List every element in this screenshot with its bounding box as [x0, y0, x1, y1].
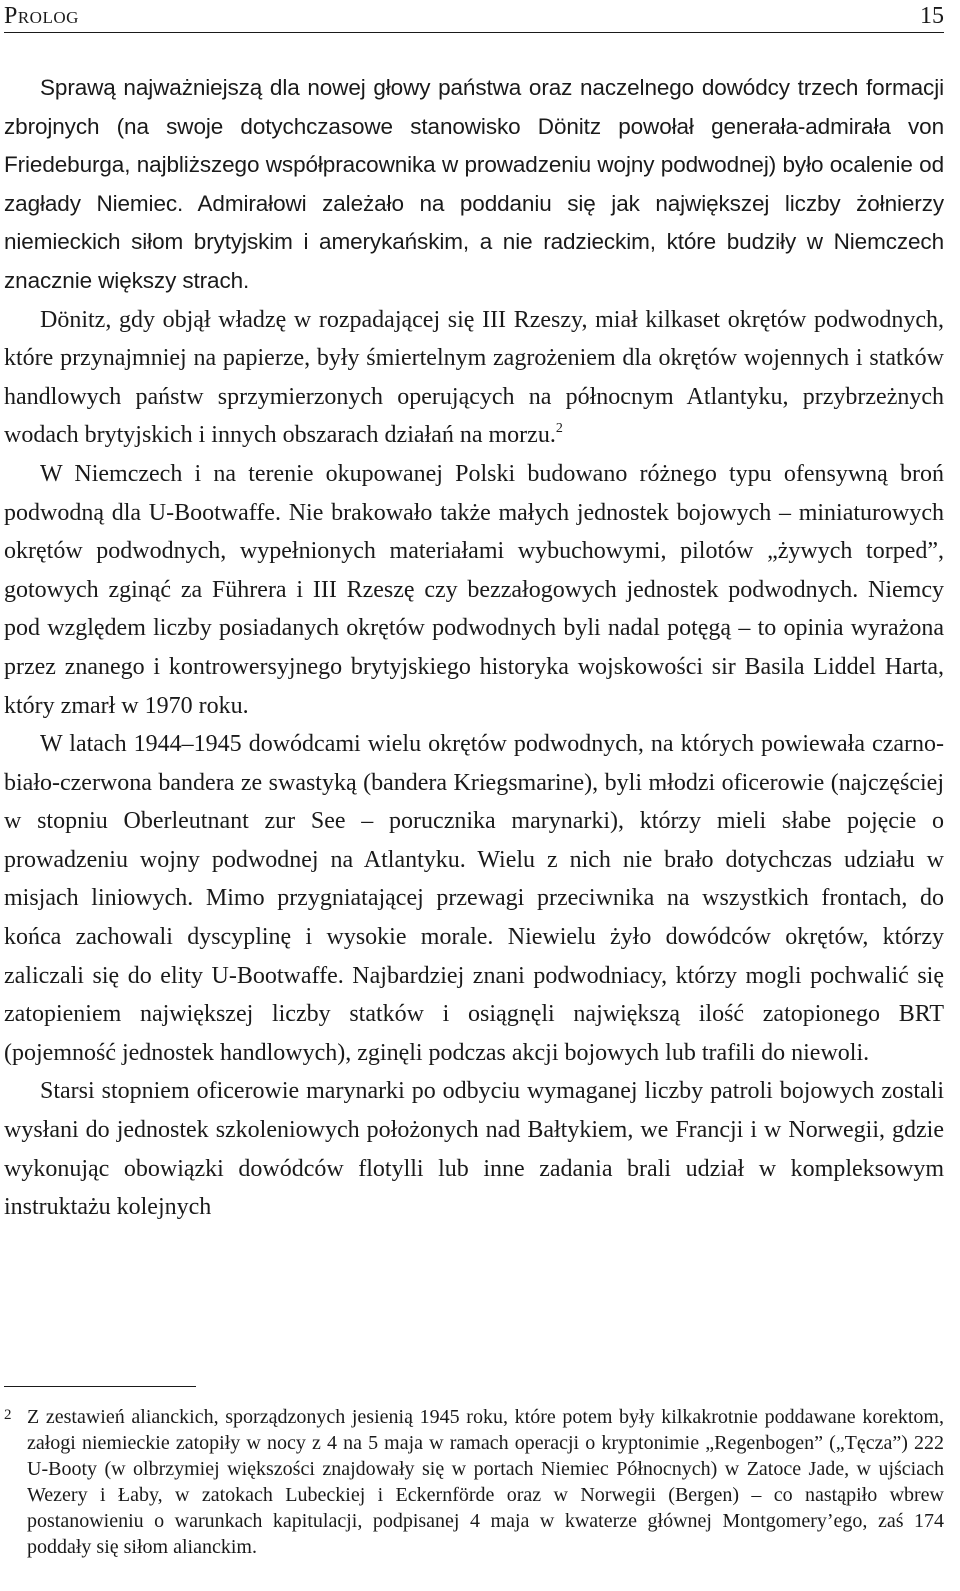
- running-head: [4, 2, 944, 33]
- footnote-text: Z zestawień alianckich, sporządzonych jesienią 1945 roku, które potem były kilkakrotnie poddawane korektom, załogi niemieckie zatopiły w nocy z 4 na 5 maja w ramach operacji o kryptonimie „Regenbogen” („Tęcza”) 222 U-Booty (w olbrzymiej większości znajdowały się w portach Niemiec Północnych) w Zatoce Jade, w ujściach Wezery i Łaby, w zatokach Lubeckiej i Eckernförde oraz w Norwegii (Bergen) – co nastąpiło wbrew postanowieniu o warunkach kapitulacji, podpisanej 4 maja w kwaterze głównej Montgomery’ego, zaś 174 poddały się siłom alianckim.: [27, 1406, 944, 1558]
- footnote: [4, 1405, 944, 1560]
- paragraph-2: [4, 301, 944, 455]
- body-text: [4, 69, 944, 1227]
- footnote-number: 2: [4, 1407, 12, 1423]
- paragraph-5: Starsi stopniem oficerowie marynarki po odbyciu wymaganej liczby patroli bojowych zostali wysłani do jednostek szkoleniowych położonych nad Bałtykiem, we Francji i w Norwegii, gdzie wykonując obowiązki dowódców flotylli lub inne zadania brali udział w kompleksowym instruktażu kolejnych: [4, 1078, 944, 1221]
- paragraph-3: W Niemczech i na terenie okupowanej Polski budowano różnego typu ofensywną broń podwodną dla U-Bootwaffe. Nie brakowało także małych jednostek bojowych – miniaturowych okrętów podwodnych, wypełnionych materiałami wybuchowymi, pilotów „żywych torped”, gotowych zginąć za Führera i III Rzeszę czy bezzałogowych jednostek podwodnych. Niemcy pod względem liczby posiadanych okrętów podwodnych byli nadal potęgą – to opinia wyrażona przez znanego i kontrowersyjnego brytyjskiego historyka wojskowości sir Basila Liddel Harta, który zmarł w 1970 roku.: [4, 460, 944, 719]
- footnote-reference[interactable]: 2: [555, 421, 563, 437]
- chapter-title: Prolog: [4, 3, 79, 29]
- book-page: [4, 0, 944, 1591]
- paragraph-4: W latach 1944–1945 dowódcami wielu okrętów podwodnych, na których powiewała czarno-biało-czerwona bandera ze swastyką (bandera Kriegsmarine), byli młodzi oficerowie (najczęściej w stopniu Oberleutnant zur See – porucznika marynarki), którzy mieli słabe pojęcie o prowadzeniu wojny podwodnej na Atlantyku. Wielu z nich nie brało dotychczas udziału w misjach liniowych. Mimo przygniatającej przewagi przeciwnika na wszystkich frontach, do końca zachowali dyscyplinę i wysokie morale. Niewielu żyło dowódców okrętów, którzy zaliczali się do elity U-Bootwaffe. Najbardziej znani podwodniacy, którzy mogli pochwalić się zatopieniem największej liczby statków i osiągnęli największą ilość zatopionego BRT (pojemność jednostek handlowych), zginęli podczas akcji bojowych lub trafili do niewoli.: [4, 731, 944, 1066]
- paragraph-2-text: Dönitz, gdy objął władzę w rozpadającej się III Rzeszy, miał kilkaset okrętów podwodnych, które przynajmniej na papierze, były śmiertelnym zagrożeniem dla okrętów wojennych i statków handlowych państw sprzymierzonych operujących na północnym Atlantyku, przybrzeżnych wodach brytyjskich i innych obszarach działań na morzu.: [4, 306, 944, 449]
- footnote-divider: [4, 1386, 196, 1387]
- page-number: 15: [920, 3, 944, 29]
- paragraph-1: Sprawą najważniejszą dla nowej głowy państwa oraz naczelnego dowódcy trzech formacji zbrojnych (na swoje dotychczasowe stanowisko Dönitz powołał generała-admirała von Friedeburga, najbliższego współpracownika w prowadzeniu wojny podwodnej) było ocalenie od zagłady Niemiec. Admirałowi zależało na poddaniu się jak największej liczby żołnierzy niemieckich siłom brytyjskim i amerykańskim, a nie radzieckim, które budziły w Niemczech znacznie większy strach.: [4, 75, 944, 293]
